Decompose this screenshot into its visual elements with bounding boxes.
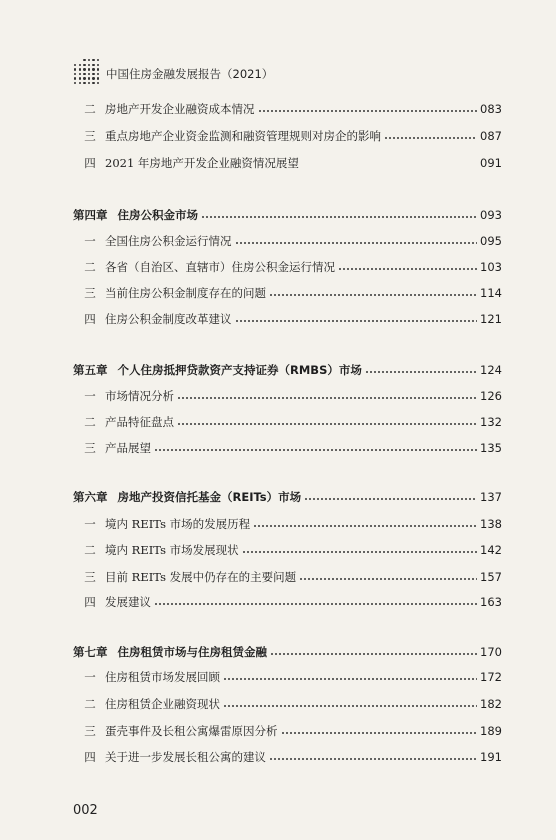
toc-entry-page: 114	[480, 286, 502, 300]
toc-section-row[interactable]	[73, 514, 502, 534]
toc-entry-title: 蛋壳事件及长租公寓爆雷原因分析	[105, 724, 278, 738]
toc-entry-number: 二	[84, 260, 96, 274]
toc-entry-page: 103	[480, 260, 502, 274]
dot-leader	[304, 495, 477, 502]
dot-leader	[235, 317, 478, 324]
dot-leader	[270, 650, 477, 657]
toc-entry-title: 住房租赁企业融资现状	[105, 697, 220, 711]
toc-entry-number: 三	[84, 129, 96, 143]
toc-section-row[interactable]	[73, 721, 502, 741]
toc-entry-title: 房地产投资信托基金（REITs）市场	[117, 490, 302, 504]
dot-leader	[338, 265, 477, 272]
toc-section-row[interactable]	[73, 126, 502, 146]
toc-entry-title: 关于进一步发展长租公寓的建议	[105, 750, 266, 764]
dot-leader	[258, 107, 478, 114]
toc-entry-title: 当前住房公积金制度存在的问题	[105, 286, 266, 300]
toc-entry-number: 一	[84, 670, 96, 684]
toc-entry-number: 三	[84, 286, 96, 300]
toc-entry-title: 房地产开发企业融资成本情况	[105, 102, 255, 116]
toc-entry-page: 126	[480, 389, 502, 403]
toc-entry-number: 四	[84, 750, 96, 764]
toc-entry-number: 二	[84, 543, 96, 557]
toc-entry-page: 170	[480, 645, 502, 659]
toc-section-row[interactable]	[73, 153, 502, 173]
toc-entry-page: 138	[480, 517, 502, 531]
toc-section-row[interactable]	[73, 99, 502, 119]
toc-entry-title: 各省（自治区、直辖市）住房公积金运行情况	[105, 260, 335, 274]
toc-entry-page: 163	[480, 595, 502, 609]
toc-entry-title: 全国住房公积金运行情况	[105, 234, 232, 248]
toc-section-row[interactable]	[73, 386, 502, 406]
toc-entry-number: 四	[84, 156, 96, 170]
toc-entry-page: 121	[480, 312, 502, 326]
toc-section-row[interactable]	[73, 667, 502, 687]
toc-entry-title: 目前 REITs 发展中仍存在的主要问题	[105, 570, 297, 584]
toc-entry-number: 二	[84, 697, 96, 711]
toc-entry-number: 四	[84, 595, 96, 609]
toc-chapter-row[interactable]	[73, 487, 502, 507]
dot-leader	[235, 239, 478, 246]
toc-entry-page: 093	[480, 208, 502, 222]
dot-leader	[281, 729, 478, 736]
toc-entry-page: 095	[480, 234, 502, 248]
toc-section-row[interactable]	[73, 567, 502, 587]
toc-entry-title: 发展建议	[105, 595, 151, 609]
dot-leader	[384, 134, 477, 141]
toc-entry-title: 住房公积金市场	[117, 208, 198, 222]
toc-section-row[interactable]	[73, 231, 502, 251]
toc-entry-number: 第七章	[73, 645, 108, 659]
toc-entry-title: 2021 年房地产开发企业融资情况展望	[105, 156, 299, 170]
toc-entry-page: 135	[480, 441, 502, 455]
dot-leader	[154, 600, 477, 607]
dot-leader	[269, 291, 477, 298]
toc-section-row[interactable]	[73, 747, 502, 767]
toc-section-row[interactable]	[73, 694, 502, 714]
toc-entry-page: 191	[480, 750, 502, 764]
toc-entry-title: 境内 REITs 市场发展现状	[105, 543, 239, 557]
dot-leader	[302, 161, 477, 168]
toc-section-row[interactable]	[73, 438, 502, 458]
toc-section-row[interactable]	[73, 592, 502, 612]
toc-entry-number: 第五章	[73, 363, 108, 377]
toc-section-row[interactable]	[73, 283, 502, 303]
toc-entry-title: 个人住房抵押贷款资产支持证券（RMBS）市场	[117, 363, 362, 377]
toc-entry-number: 三	[84, 441, 96, 455]
dot-leader	[223, 702, 477, 709]
toc-entry-page: 091	[480, 156, 502, 170]
toc-entry-number: 二	[84, 102, 96, 116]
toc-entry-number: 一	[84, 517, 96, 531]
toc-entry-number: 第六章	[73, 490, 108, 504]
dot-leader	[201, 213, 477, 220]
toc-entry-page: 083	[480, 102, 502, 116]
toc-entry-page: 157	[480, 570, 502, 584]
dot-leader	[299, 575, 477, 582]
toc-entry-number: 三	[84, 570, 96, 584]
running-header-title: 中国住房金融发展报告（2021）	[106, 67, 274, 81]
toc-entry-number: 第四章	[73, 208, 108, 222]
toc-entry-number: 四	[84, 312, 96, 326]
toc-entry-number: 一	[84, 234, 96, 248]
toc-entry-title: 市场情况分析	[105, 389, 174, 403]
toc-entry-page: 182	[480, 697, 502, 711]
dot-leader	[223, 675, 477, 682]
page-number: 002	[73, 803, 98, 818]
toc-entry-number: 二	[84, 415, 96, 429]
toc-chapter-row[interactable]	[73, 642, 502, 662]
toc-chapter-row[interactable]	[73, 205, 502, 225]
toc-entry-page: 142	[480, 543, 502, 557]
toc-section-row[interactable]	[73, 412, 502, 432]
toc-section-row[interactable]	[73, 257, 502, 277]
toc-section-row[interactable]	[73, 540, 502, 560]
toc-entry-page: 132	[480, 415, 502, 429]
toc-entry-title: 境内 REITs 市场的发展历程	[105, 517, 251, 531]
dot-leader	[253, 522, 477, 529]
toc-entry-number: 一	[84, 389, 96, 403]
toc-entry-page: 172	[480, 670, 502, 684]
dot-leader	[154, 446, 477, 453]
toc-entry-page: 137	[480, 490, 502, 504]
dot-leader	[177, 420, 477, 427]
toc-entry-title: 产品展望	[105, 441, 151, 455]
toc-entry-page: 087	[480, 129, 502, 143]
toc-section-row[interactable]	[73, 309, 502, 329]
toc-entry-title: 住房租赁市场与住房租赁金融	[117, 645, 267, 659]
toc-entry-number: 三	[84, 724, 96, 738]
toc-entry-title: 住房租赁市场发展回顾	[105, 670, 220, 684]
toc-entry-page: 124	[480, 363, 502, 377]
dot-leader	[177, 394, 477, 401]
toc-entry-title: 住房公积金制度改革建议	[105, 312, 232, 326]
toc-entry-title: 产品特征盘点	[105, 415, 174, 429]
dot-leader	[269, 755, 477, 762]
dot-leader	[242, 548, 477, 555]
toc-chapter-row[interactable]	[73, 360, 502, 380]
dot-leader	[365, 368, 477, 375]
toc-entry-page: 189	[480, 724, 502, 738]
toc-entry-title: 重点房地产企业资金监测和融资管理规则对房企的影响	[105, 129, 381, 143]
